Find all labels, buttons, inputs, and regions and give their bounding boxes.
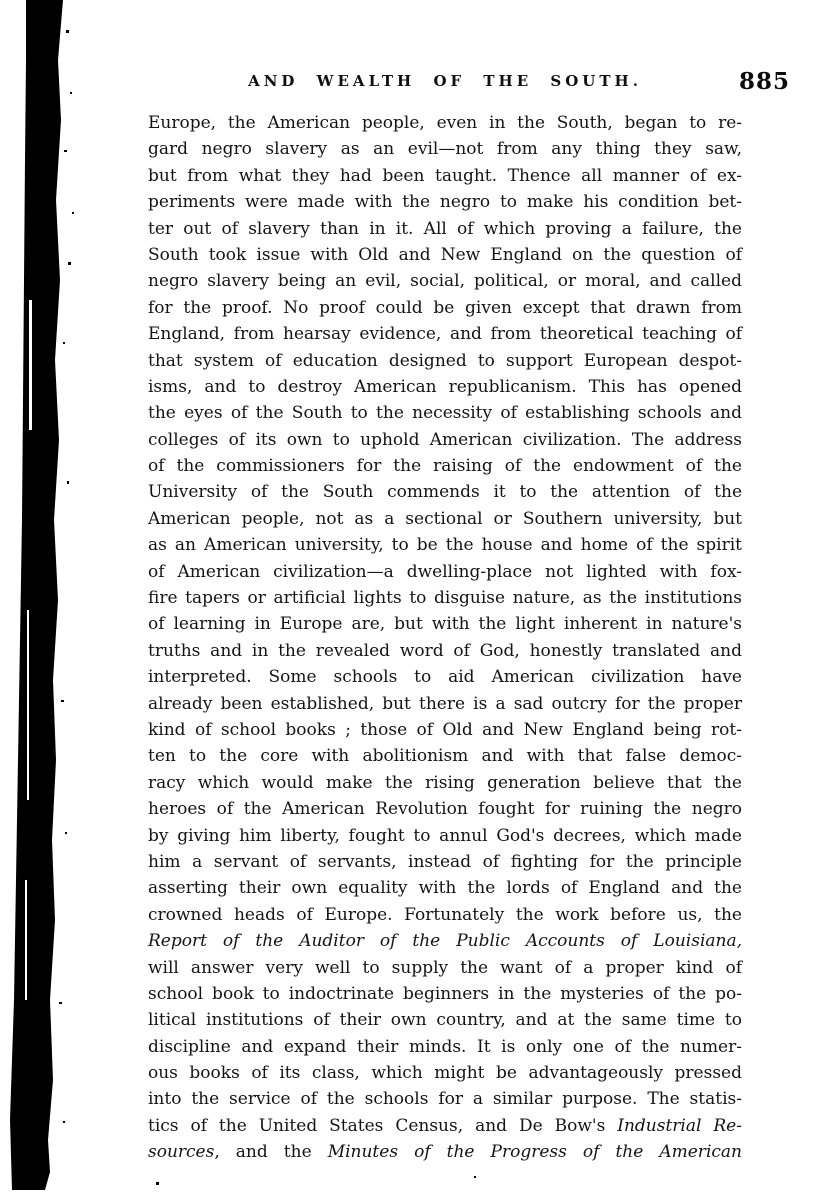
text-segment: American people, not as a sectional or Southern university, but [148,508,742,529]
text-line [148,268,742,294]
text-segment: negro slavery being an evil, social, political, or moral, and called [148,271,742,292]
text-line [148,823,742,849]
text-line [148,374,742,400]
text-line [148,348,742,374]
text-line [148,1139,742,1165]
text-segment: ter out of slavery than in it. All of which proving a failure, the [148,218,742,239]
text-segment: ous books of its class, which might be advantageously pressed [148,1063,742,1084]
italic-text-segment: Report of the Auditor of the Public Accounts of Louisiana, [148,931,742,952]
text-segment: truths and in the revealed word of God, honestly translated and [148,640,742,661]
text-segment: periments were made with the negro to make his condition bet- [148,192,742,213]
text-line [148,453,742,479]
text-line [148,717,742,743]
text-segment: interpreted. Some schools to aid American civilization have [148,667,742,688]
text-line [148,1007,742,1033]
text-line [148,875,742,901]
text-line [148,321,742,347]
text-line [148,295,742,321]
text-line [148,136,742,162]
text-segment: racy which would make the rising generation believe that the [148,772,742,793]
text-line [148,902,742,928]
text-line [148,691,742,717]
text-line [148,849,742,875]
text-segment: litical institutions of their own country, and at the same time to [148,1010,742,1031]
text-line [148,506,742,532]
text-line [148,585,742,611]
text-line [148,955,742,981]
text-line [148,163,742,189]
text-line [148,1034,742,1060]
italic-text-segment: Minutes of the Progress of the American [327,1142,742,1163]
text-segment: the eyes of the South to the necessity of establishing schools and [148,403,742,424]
text-segment: for the proof. No proof could be given except that drawn from [148,297,742,318]
running-title: AND WEALTH OF THE SOUTH. [248,72,642,90]
text-segment: fire tapers or artificial lights to disguise nature, as the institutions [148,588,742,609]
text-line [148,1086,742,1112]
text-segment: but from what they had been taught. Thence all manner of ex- [148,165,742,186]
text-line [148,664,742,690]
text-line [148,1060,742,1086]
text-line [148,110,742,136]
text-line [148,427,742,453]
text-line [148,216,742,242]
text-segment: tics of the United States Census, and De Bow's [148,1115,618,1136]
body-text [148,110,742,1166]
text-segment: crowned heads of Europe. Fortunately the work before us, the [148,904,742,925]
text-line [148,796,742,822]
text-segment: as an American university, to be the house and home of the spirit [148,535,742,556]
text-line [148,743,742,769]
text-segment: University of the South commends it to the attention of the [148,482,742,503]
text-segment: of the commissioners for the raising of the endowment of the [148,456,742,477]
text-segment: Europe, the American people, even in the South, began to re- [148,113,742,133]
text-segment: , and the [214,1142,328,1163]
text-segment: ten to the core with abolitionism and with that false democ- [148,746,742,767]
text-segment: school book to indoctrinate beginners in the mysteries of the po- [148,983,742,1004]
text-line [148,611,742,637]
text-segment: heroes of the American Revolution fought for ruining the negro [148,799,742,820]
text-line [148,638,742,664]
text-segment: of American civilization—a dwelling-place not lighted with fox- [148,561,742,582]
text-segment: already been established, but there is a sad outcry for the proper [148,693,742,714]
text-segment: kind of school books ; those of Old and New England being rot- [148,719,742,740]
text-line [148,770,742,796]
text-line [148,1113,742,1139]
text-segment: gard negro slavery as an evil—not from any thing they saw, [148,139,742,160]
text-line [148,559,742,585]
text-segment: asserting their own equality with the lords of England and the [148,878,742,899]
text-segment: will answer very well to supply the want of a proper kind of [148,957,742,978]
text-segment: him a servant of servants, instead of fighting for the principle [148,851,742,872]
text-line [148,242,742,268]
italic-text-segment: Industrial Re- [617,1115,742,1136]
text-segment: England, from hearsay evidence, and from theoretical teaching of [148,324,742,345]
page-number: 885 [738,68,790,95]
text-line [148,532,742,558]
text-segment: colleges of its own to uphold American civilization. The address [148,429,742,450]
text-segment: discipline and expand their minds. It is only one of the numer- [148,1036,742,1057]
binding-cracks [25,300,32,1000]
text-line [148,981,742,1007]
text-segment: into the service of the schools for a similar purpose. The statis- [148,1089,742,1110]
text-line [148,928,742,954]
text-line [148,400,742,426]
text-segment: of learning in Europe are, but with the light inherent in nature's [148,614,742,635]
text-segment: isms, and to destroy American republicanism. This has opened [148,376,742,397]
text-line [148,189,742,215]
text-line [148,479,742,505]
italic-text-segment: sources [148,1142,215,1163]
text-segment: by giving him liberty, fought to annul God's decrees, which made [148,825,742,846]
text-segment: South took issue with Old and New England on the question of [148,244,742,265]
text-segment: that system of education designed to support European despot- [148,350,742,371]
page-header [148,68,790,98]
